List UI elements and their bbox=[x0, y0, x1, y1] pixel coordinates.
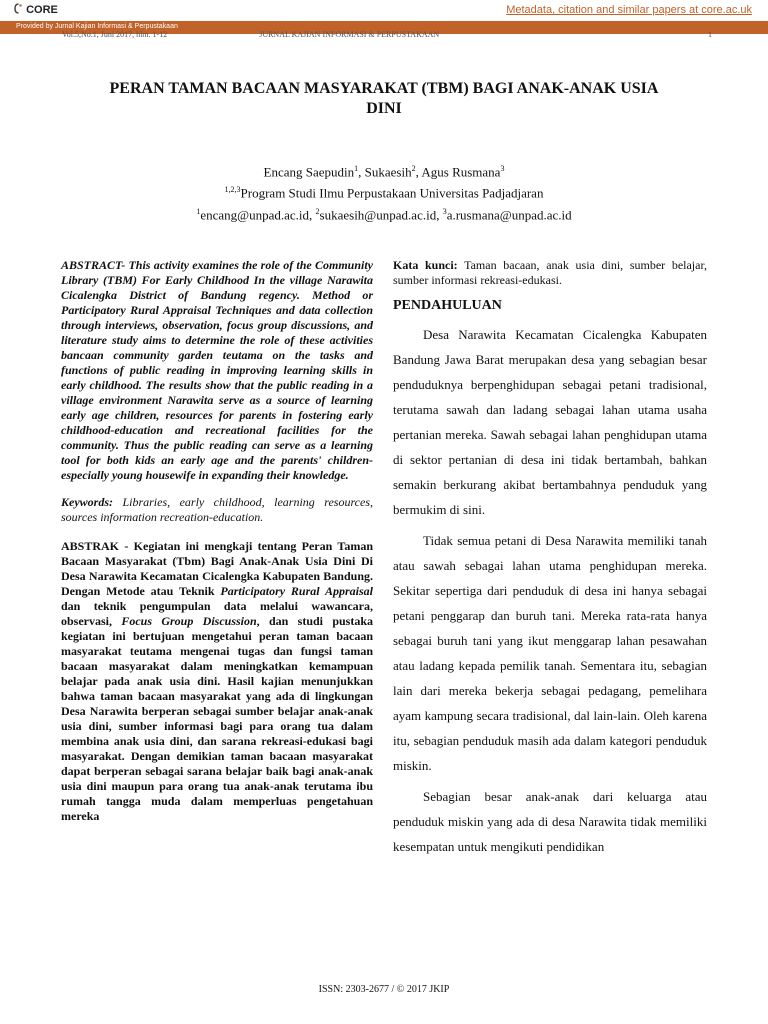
author-2-sup: 2 bbox=[411, 164, 416, 173]
author-1-sup: 1 bbox=[354, 164, 359, 173]
kata-kunci-label: Kata kunci: bbox=[393, 258, 458, 272]
abstrak-part-2: dan teknik pengumpulan data melalui wawancara, observasi, bbox=[61, 599, 373, 628]
core-icon bbox=[14, 3, 23, 14]
body-paragraph: Tidak semua petani di Desa Narawita memiliki tanah atau sawah sebagai lahan utama penghidupan mereka. Sekitar sepertiga dari penduduk di desa ini hanya sebagai petani penggarap dan buruh tani. Mereka rata-rata hanya sebagai buruh tani yang ikut menggarap lahan pesawahan atau ladang kepada pemilik tanah. Sementara itu, sebagian lain dari mereka bekerja sebagai pedagang, pemelihara ayam kampung secara tradisional, dal lain-lain. Oleh karena itu, sebagian penduduk masih ada dalam kategori penduduk miskin. bbox=[393, 533, 707, 773]
core-logo-text: CORE bbox=[26, 4, 58, 16]
keywords-label: Keywords: bbox=[61, 495, 113, 509]
abstract-english: ABSTRACT- This activity examines the role of the Community Library (TBM) For Early Childhood In the village Narawita Cicalengka District of Bandung regency. Method or Participatory Rural Appraisal Techniques and data collection through interviews, observation, focus group discussions, and literature study aims to determine the role of these activities bancaan community garden teutama on the tasks and functions of public reading in improving learning skills in early childhood. The results show that the public reading in a village environment Narawita serve as a source of learning early age children, resources for parents in fostering early childhood-education and recreational facilities for the community. Thus the public reading can serve as a learning tool for both kids an early age and the parents' children-especially young housewife in expanding their knowledge. bbox=[61, 258, 373, 482]
email-3[interactable]: a.rusmana@unpad.ac.id bbox=[446, 206, 572, 222]
page-footer: ISSN: 2303-2677 / © 2017 JKIP bbox=[318, 984, 450, 995]
email-2-sup: 2 bbox=[315, 206, 320, 216]
kata-kunci bbox=[393, 258, 707, 288]
section-heading-pendahuluan: PENDAHULUAN bbox=[393, 298, 502, 313]
metadata-link[interactable]: Metadata, citation and similar papers at core.ac.uk bbox=[506, 4, 752, 16]
email-2[interactable]: sukaesih@unpad.ac.id, bbox=[319, 206, 443, 222]
abstrak-italic-1: Participatory Rural Appraisal bbox=[220, 584, 373, 598]
abstrak-part-3: , dan studi pustaka kegiatan ini bertujuan mengetahui peran taman bacaan masyarakat teutama mengenai tugas dan fungsi taman bacaan masyarakat dalam meningkatkan kemampuan belajar pada anak usia dini. Hasil kajian menunjukkan bahwa taman bacaan masyarakat yang ada di lingkungan Desa Narawita berperan sebagai sumber belajar anak-anak usia dini, sumber informasi bagi para orang tua dalam membina anak usia dini, dan sarana rekreasi-edukasi bagi masyarakat. Dengan demikian taman bacaan masyarakat dapat berperan sebagai sarana belajar baik bagi anak-anak usia dini maupun para orang tua anak-anak terutama ibu rumah tangga muda dalam memperluas pengetahuan mereka bbox=[61, 614, 374, 823]
affiliation-text: Program Studi Ilmu Perpustakaan Universitas Padjadjaran bbox=[240, 185, 544, 201]
affiliation-sup: 1,2,3 bbox=[224, 185, 241, 195]
abstrak-part-1: ABSTRAK - Kegiatan ini mengkaji tentang Peran Taman Bacaan Masyarakat (Tbm) Bagi Anak-Anak Usia Dini Di Desa Narawita Kecamatan Cicalengka Kabupaten Bandung. Dengan Metode atau Teknik bbox=[61, 539, 373, 598]
author-2: , Sukaesih bbox=[358, 164, 412, 180]
journal-name: JURNAL KAJIAN INFORMASI & PERPUSTAKAAN bbox=[259, 30, 440, 39]
author-block bbox=[100, 160, 668, 224]
core-logo[interactable] bbox=[14, 3, 58, 16]
right-column bbox=[393, 258, 707, 859]
journal-header bbox=[62, 30, 712, 39]
email-1-sup: 1 bbox=[196, 206, 201, 216]
email-3-sup: 3 bbox=[442, 206, 447, 216]
email-1[interactable]: encang@unpad.ac.id, bbox=[200, 206, 316, 222]
keywords-text: Libraries, early childhood, learning resources, sources information recreation-education. bbox=[61, 495, 374, 524]
paper-title: PERAN TAMAN BACAAN MASYARAKAT (TBM) BAGI ANAK-ANAK USIA DINI bbox=[109, 80, 659, 117]
provided-by-text[interactable]: Provided by Jurnal Kajian Informasi & Perpustakaan bbox=[16, 23, 178, 30]
author-names bbox=[100, 160, 668, 181]
author-3: , Agus Rusmana bbox=[415, 164, 501, 180]
keywords bbox=[61, 495, 373, 525]
body-paragraph: Desa Narawita Kecamatan Cicalengka Kabupaten Bandung Jawa Barat merupakan desa yang sebagian besar penduduknya berpenghidupan sebagai petani tradisional, terutama sawah dan ladang sebagai lahan utama usaha pertanian mereka. Sawah sebagai lahan penghidupan utama di sektor pertanian di desa ini tidak bertambah, bahkan semakin berkurang akibat bertambahnya penduduk yang bermukim di sini. bbox=[393, 327, 707, 517]
page-number: 1 bbox=[708, 30, 712, 39]
author-1: Encang Saepudin bbox=[263, 164, 355, 180]
affiliation bbox=[100, 181, 668, 202]
journal-volume: Vol.5,No.1, Juni 2017, hlm. 1-12 bbox=[62, 30, 168, 39]
left-column bbox=[61, 258, 373, 824]
author-emails bbox=[100, 203, 668, 224]
kata-kunci-text: Taman bacaan, anak usia dini, sumber belajar, sumber informasi rekreasi-edukasi. bbox=[393, 258, 707, 287]
body-paragraph: Sebagian besar anak-anak dari keluarga atau penduduk miskin yang ada di desa Narawita tidak memiliki kesempatan untuk mengikuti pendidikan bbox=[393, 789, 707, 854]
abstrak-italic-2: Focus Group Discussion bbox=[121, 614, 257, 628]
author-3-sup: 3 bbox=[500, 164, 505, 173]
core-banner bbox=[0, 0, 768, 22]
abstrak-indonesian bbox=[61, 539, 373, 824]
